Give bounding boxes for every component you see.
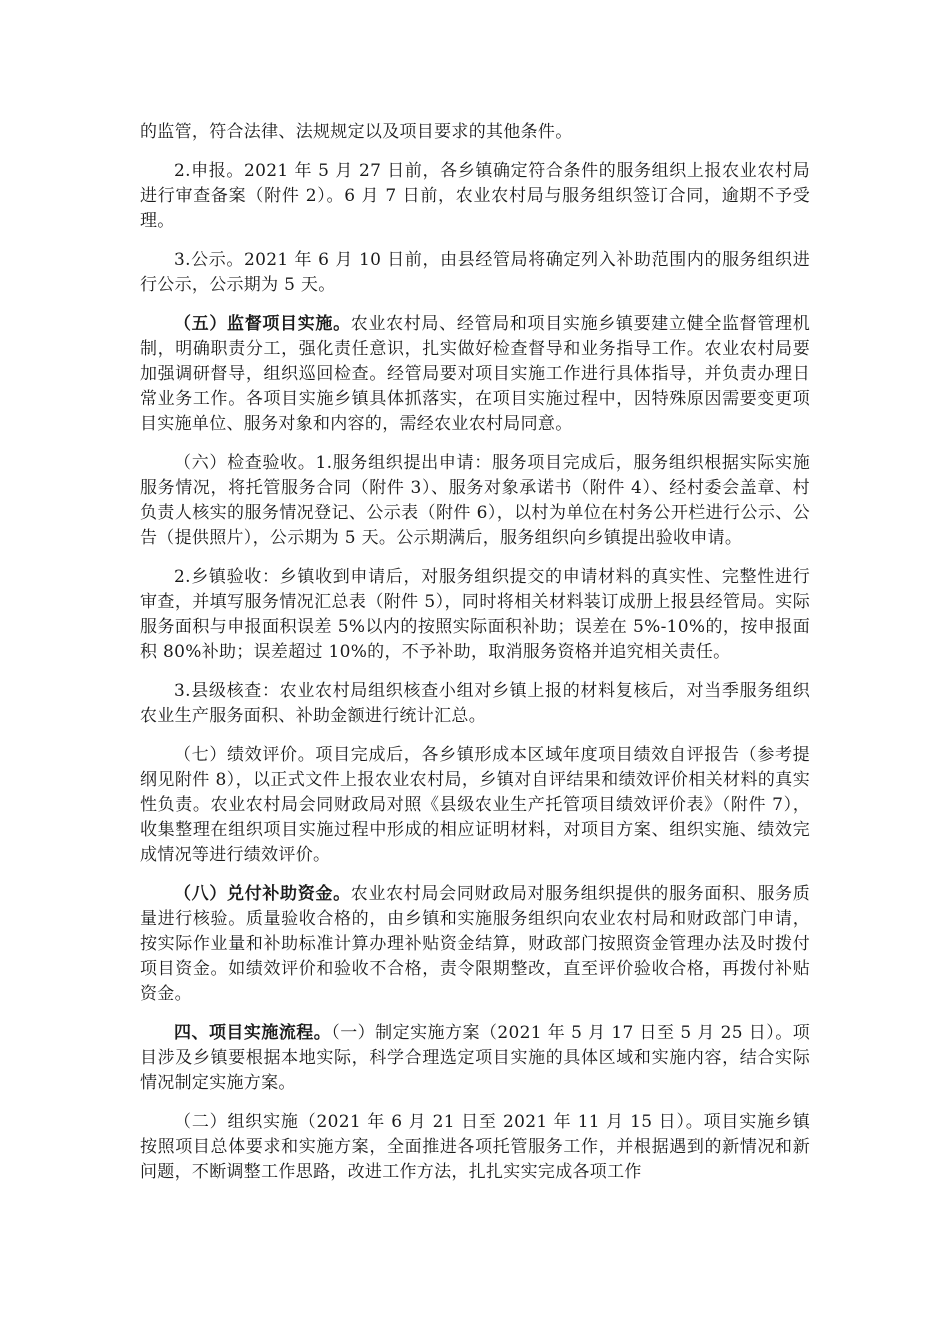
heading-implementation-process: 四、项目实施流程。 [174, 1023, 332, 1043]
paragraph-implementation-process [140, 1021, 810, 1096]
paragraph-county-verification: 3.县级核查：农业农村局组织核查小组对乡镇上报的材料复核后，对当季服务组织农业生产服务面积、补助金额进行统计汇总。 [140, 681, 810, 726]
paragraph-publicity: 3.公示。2021 年 6 月 10 日前，由县经管局将确定列入补助范围内的服务组织进行公示，公示期为 5 天。 [140, 250, 810, 295]
heading-supervise-implementation: （五）监督项目实施。 [174, 314, 351, 334]
paragraph-supervision-continued: 的监管，符合法律、法规规定以及项目要求的其他条件。 [140, 122, 573, 142]
paragraph-declaration: 2.申报。2021 年 5 月 27 日前，各乡镇确定符合条件的服务组织上报农业农村局进行审查备案（附件 2）。6 月 7 日前，农业农村局与服务组织签订合同，逾期不予受理。 [140, 161, 810, 231]
paragraph-subsidy-payment [140, 882, 810, 1007]
text-subsidy-payment: 农业农村局会同财政局对服务组织提供的服务面积、服务质量进行核验。质量验收合格的，由乡镇和实施服务组织向农业农村局和财政部门申请，按实际作业量和补助标准计算办理补贴资金结算，财政部门按照资金管理办法及时拨付项目资金。如绩效评价和验收不合格，责令限期整改，直至评价验收合格，再拨付补贴资金。 [140, 884, 810, 1004]
paragraph-inspection-acceptance: （六）检查验收。1.服务组织提出申请：服务项目完成后，服务组织根据实际实施服务情况，将托管服务合同（附件 3）、服务对象承诺书（附件 4）、经村委会盖章、村负责人核实的服务情况登记、公示表（附件 6），以村为单位在村务公开栏进行公示、公告（提供照片），公示期为 5 天。公示期满后，服务组织向乡镇提出验收申请。 [140, 453, 810, 548]
text-implementation-process: （一）制定实施方案（2021 年 5 月 17 日至 5 月 25 日）。项目涉及乡镇要根据本地实际，科学合理选定项目实施的具体区域和实施内容，结合实际情况制定实施方案。 [140, 1023, 810, 1093]
paragraph-township-acceptance: 2.乡镇验收：乡镇收到申请后，对服务组织提交的申请材料的真实性、完整性进行审查，并填写服务情况汇总表（附件 5），同时将相关材料装订成册上报县经管局。实际服务面积与申报面积误差 5%以内的按照实际面积补助；误差在 5%-10%的，按申报面积 80%补助；误差超过 10%的，不予补助，取消服务资格并追究相关责任。 [140, 567, 810, 662]
paragraph-performance-evaluation: （七）绩效评价。项目完成后，各乡镇形成本区域年度项目绩效自评报告（参考提纲见附件 8），以正式文件上报农业农村局，乡镇对自评结果和绩效评价相关材料的真实性负责。农业农村局会同财政局对照《县级农业生产托管项目绩效评价表》（附件 7），收集整理在组织项目实施过程中形成的相应证明材料，对项目方案、组织实施、绩效完成情况等进行绩效评价。 [140, 745, 810, 865]
heading-subsidy-payment: （八）兑付补助资金。 [174, 884, 351, 904]
text-supervise-implementation: 农业农村局、经管局和项目实施乡镇要建立健全监督管理机制，明确职责分工，强化责任意识，扎实做好检查督导和业务指导工作。农业农村局要加强调研督导，组织巡回检查。经管局要对项目实施工作进行具体指导，并负责办理日常业务工作。各项目实施乡镇具体抓落实，在项目实施过程中，因特殊原因需要变更项目实施单位、服务对象和内容的，需经农业农村局同意。 [140, 314, 810, 434]
paragraph-supervise-implementation [140, 312, 810, 437]
document-body [140, 120, 810, 1199]
paragraph-organize-implementation: （二）组织实施（2021 年 6 月 21 日至 2021 年 11 月 15 日）。项目实施乡镇按照项目总体要求和实施方案，全面推进各项托管服务工作，并根据遇到的新情况和新问题，不断调整工作思路，改进工作方法，扎扎实实完成各项工作 [140, 1112, 810, 1182]
